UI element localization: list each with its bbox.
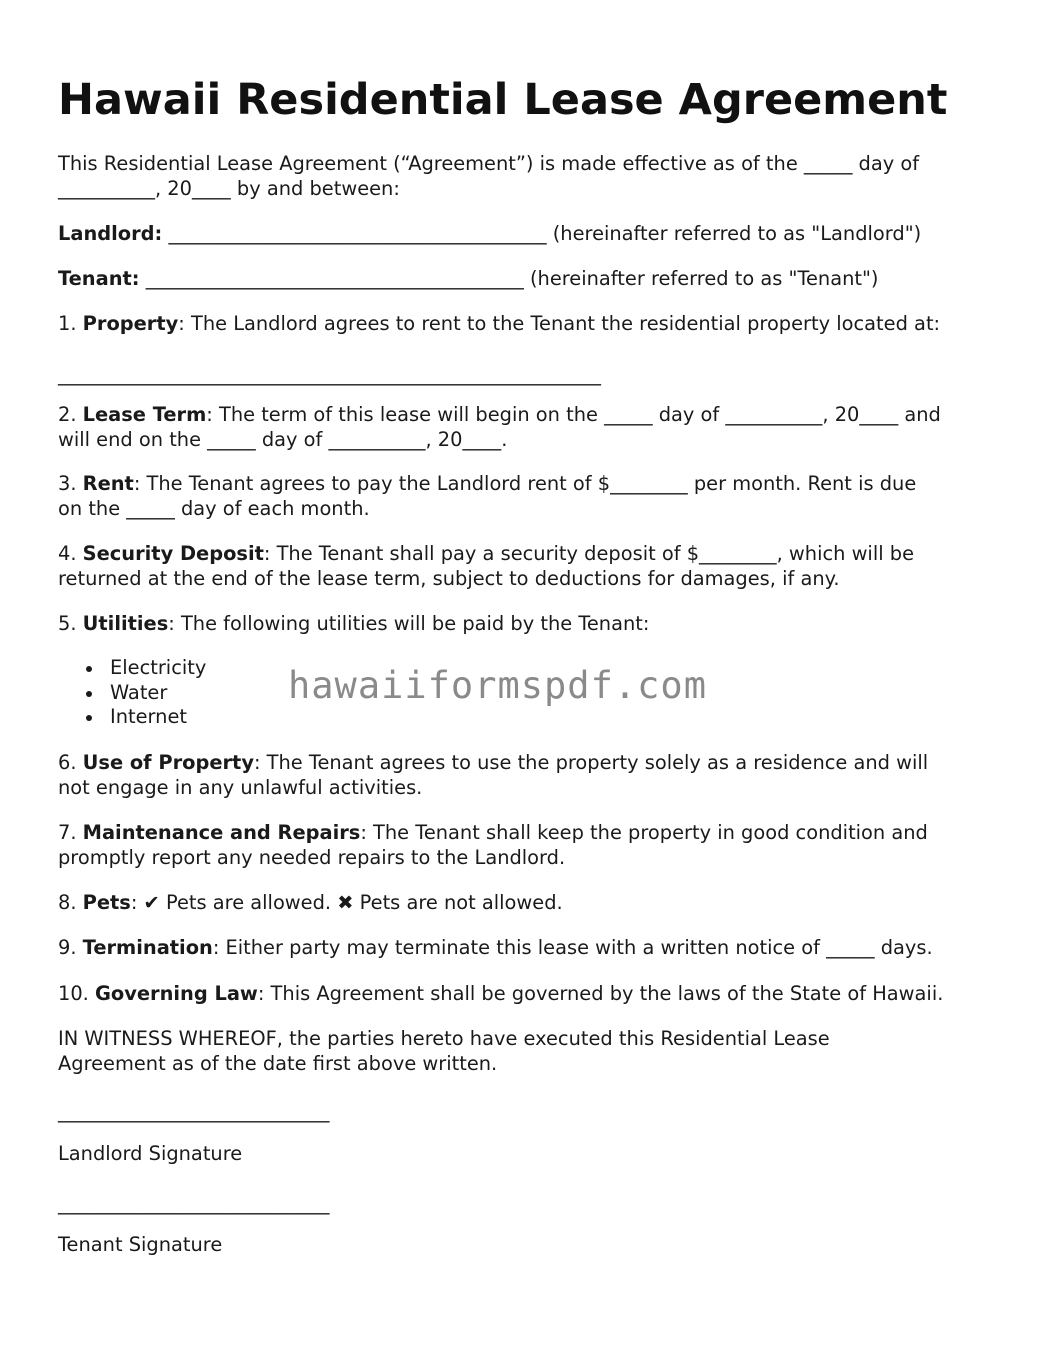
clause-utilities (58, 612, 649, 637)
clause-heading: Governing Law (95, 982, 258, 1005)
clause-lease-term (58, 403, 941, 428)
clause-number: 6. (58, 751, 83, 774)
clause-number: 4. (58, 542, 83, 565)
witness-line-2: Agreement as of the date first above written. (58, 1052, 498, 1075)
clause-text: : The term of this lease will begin on the _____ day of __________, 20____ and (206, 403, 941, 426)
clause-text: : The Tenant shall pay a security deposit of $________, which will be (263, 542, 914, 565)
clause-number: 7. (58, 821, 83, 844)
clause-heading: Maintenance and Repairs (82, 821, 361, 844)
clause-lease-term-cont: will end on the _____ day of __________, 20____. (58, 428, 508, 451)
clause-text: : The Tenant agrees to pay the Landlord rent of $________ per month. Rent is due (133, 472, 917, 495)
property-address-blank: ________________________________________________________ (58, 363, 601, 386)
clause-rent-cont: on the _____ day of each month. (58, 497, 370, 520)
clause-number: 2. (58, 403, 83, 426)
witness-line-1: IN WITNESS WHEREOF, the parties hereto have executed this Residential Lease (58, 1027, 830, 1050)
tenant-line (58, 267, 878, 292)
clause-text: : The Landlord agrees to rent to the Tenant the residential property located at: (178, 312, 941, 335)
clause-number: 5. (58, 612, 83, 635)
landlord-label: Landlord: (58, 222, 163, 245)
tenant-signature-label: Tenant Signature (58, 1233, 223, 1256)
clause-text: : The Tenant shall keep the property in good condition and (360, 821, 928, 844)
clause-number: 9. (58, 936, 83, 959)
utilities-list (58, 656, 206, 730)
clause-rent (58, 472, 916, 497)
clause-property (58, 312, 940, 337)
tenant-signature-line: ____________________________ (58, 1192, 330, 1215)
clause-text: : Either party may terminate this lease with a written notice of _____ days. (212, 936, 933, 959)
landlord-signature-label: Landlord Signature (58, 1142, 243, 1165)
clause-number: 8. (58, 891, 83, 914)
clause-maintenance-cont: promptly report any needed repairs to the Landlord. (58, 846, 566, 869)
landlord-blank-text: _______________________________________ (hereinafter referred to as "Landlord") (162, 222, 922, 245)
clause-use-of-property (58, 751, 928, 776)
intro-line-1: This Residential Lease Agreement (“Agreement”) is made effective as of the _____ day of (58, 152, 920, 175)
tenant-label: Tenant: (58, 267, 140, 290)
clause-text: : The following utilities will be paid by the Tenant: (168, 612, 650, 635)
landlord-line (58, 222, 921, 247)
clause-heading: Termination (82, 936, 213, 959)
watermark: hawaiiformspdf.com (288, 664, 707, 707)
clause-number: 1. (58, 312, 83, 335)
clause-heading: Use of Property (82, 751, 254, 774)
clause-termination (58, 936, 933, 961)
clause-text: : The Tenant agrees to use the property solely as a residence and will (253, 751, 929, 774)
document-title: Hawaii Residential Lease Agreement (58, 75, 948, 125)
clause-number: 3. (58, 472, 83, 495)
clause-heading: Rent (82, 472, 134, 495)
intro-line-2: __________, 20____ by and between: (58, 177, 400, 200)
list-item: Water (110, 681, 206, 706)
clause-security-deposit (58, 542, 914, 567)
clause-heading: Utilities (82, 612, 169, 635)
clause-pets (58, 891, 563, 916)
tenant-blank-text: _______________________________________ (hereinafter referred to as "Tenant") (139, 267, 879, 290)
clause-maintenance (58, 821, 928, 846)
landlord-signature-line: ____________________________ (58, 1100, 330, 1123)
list-item: Electricity (110, 656, 207, 679)
clause-heading: Lease Term (82, 403, 207, 426)
clause-number: 10. (58, 982, 96, 1005)
clause-heading: Property (82, 312, 179, 335)
clause-text: : This Agreement shall be governed by the laws of the State of Hawaii. (257, 982, 944, 1005)
clause-security-deposit-cont: returned at the end of the lease term, subject to deductions for damages, if any. (58, 567, 840, 590)
clause-heading: Security Deposit (82, 542, 264, 565)
clause-use-of-property-cont: not engage in any unlawful activities. (58, 776, 423, 799)
clause-governing-law (58, 982, 943, 1007)
list-item: Internet (110, 705, 206, 730)
clause-heading: Pets (82, 891, 131, 914)
clause-text: : ✔ Pets are allowed. ✖ Pets are not allowed. (130, 891, 563, 914)
